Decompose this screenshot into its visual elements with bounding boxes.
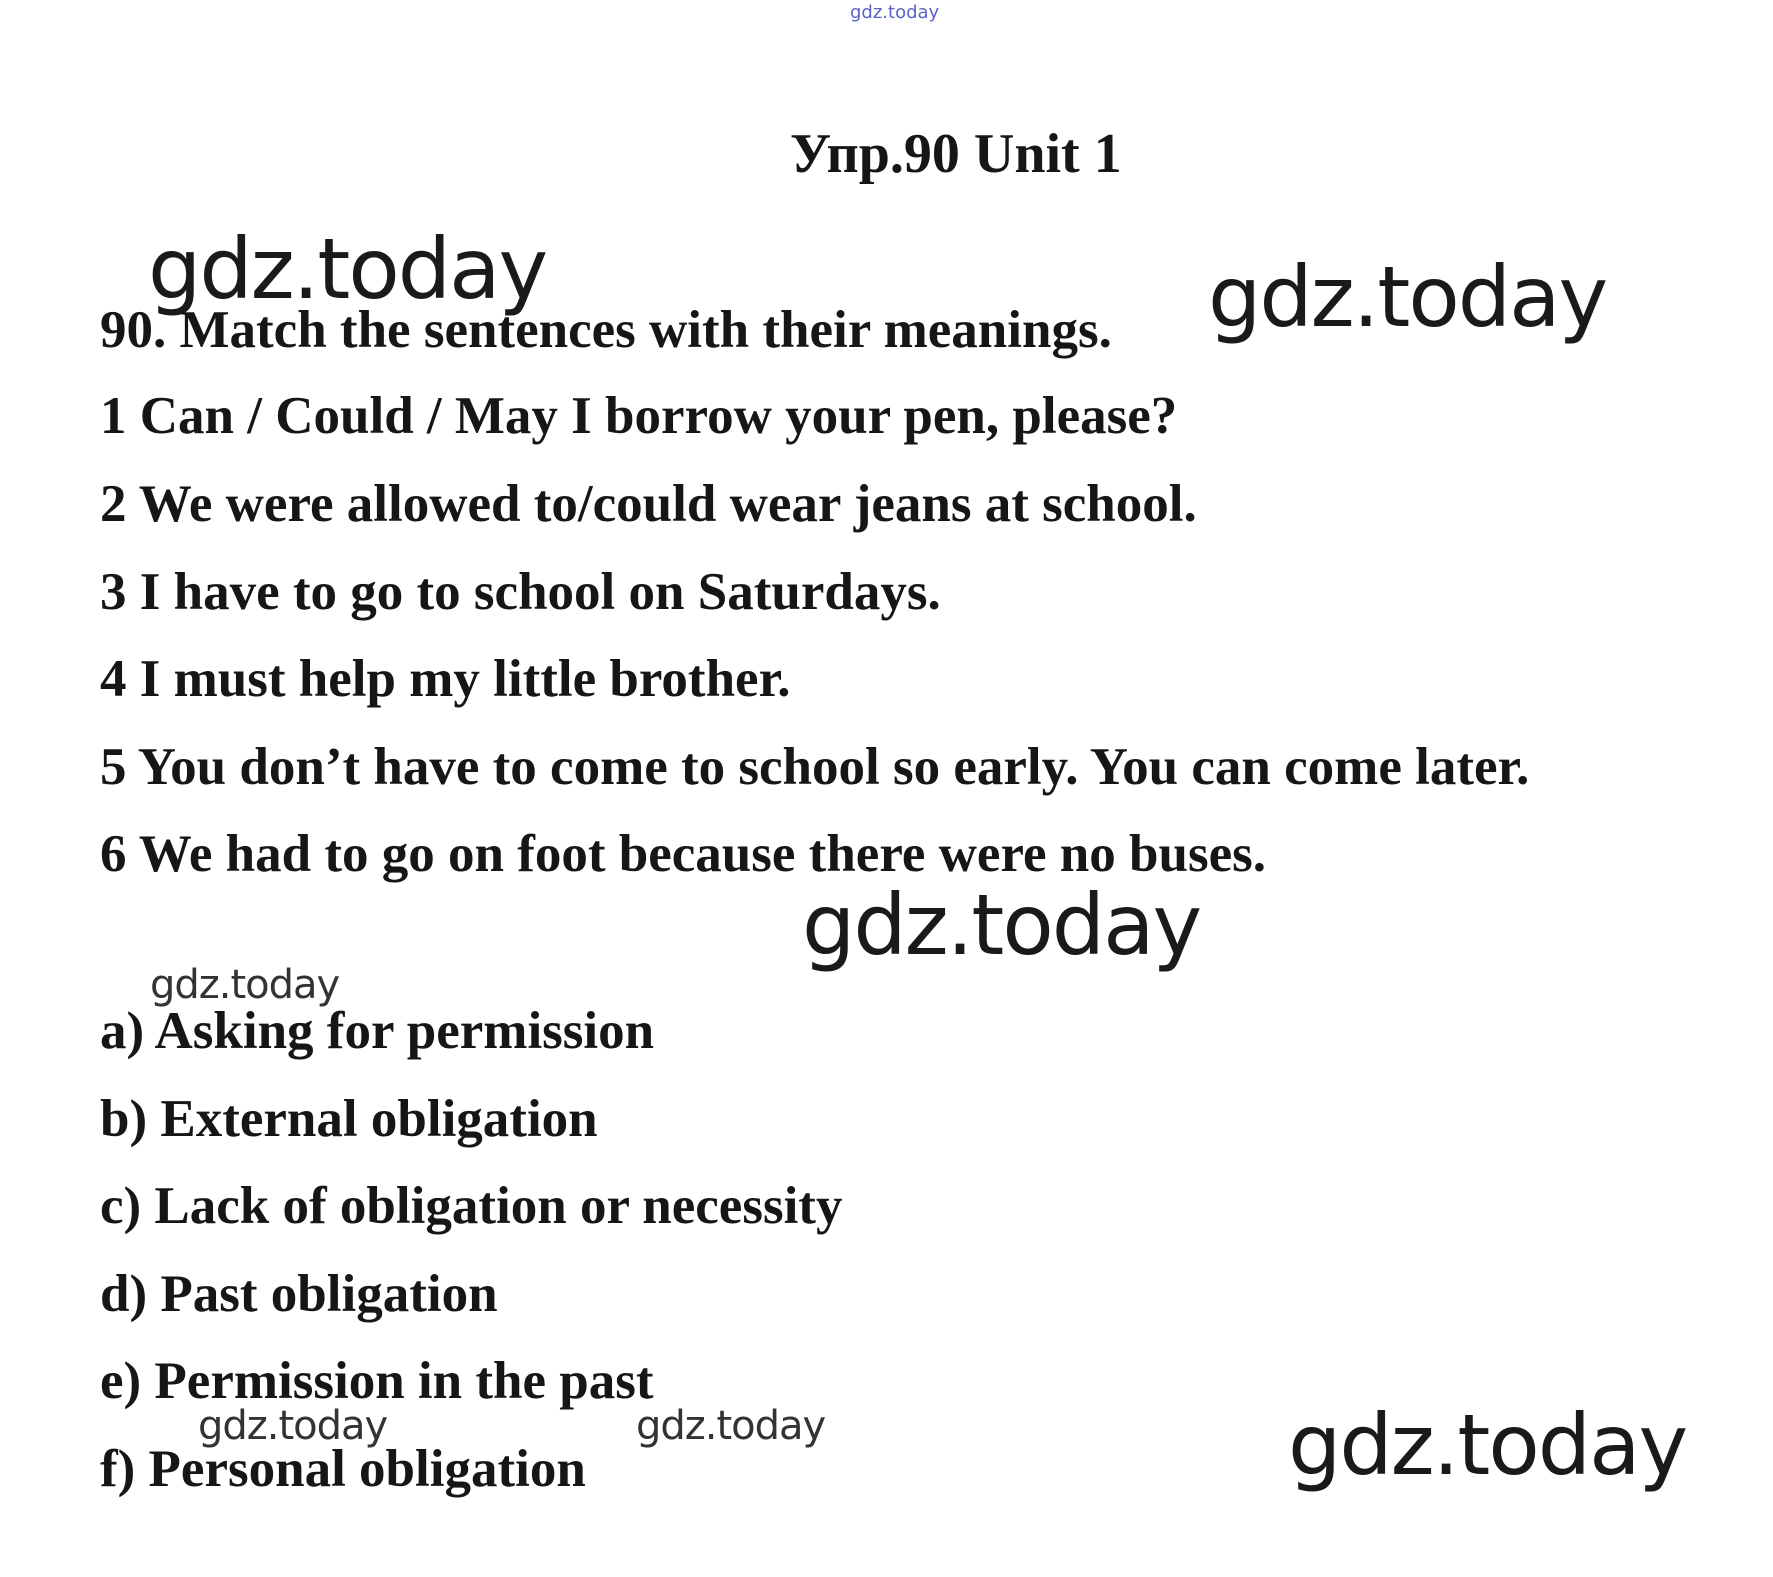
meaning-e: e) Permission in the past: [100, 1352, 654, 1410]
sentence-2: 2 We were allowed to/could wear jeans at school.: [100, 475, 1197, 533]
sentence-1: 1 Can / Could / May I borrow your pen, please?: [100, 387, 1178, 445]
sentence-5: 5 You don’t have to come to school so early. You can come later.: [100, 738, 1530, 796]
exercise-instruction: 90. Match the sentences with their meanings.: [100, 301, 1112, 359]
watermark-7: gdz.today: [1288, 1396, 1687, 1494]
sentence-6: 6 We had to go on foot because there were no buses.: [100, 825, 1266, 883]
watermark-2: gdz.today: [1208, 248, 1607, 346]
meaning-d: d) Past obligation: [100, 1265, 498, 1323]
page-title: Упр.90 Unit 1: [790, 123, 1122, 185]
watermark-top: gdz.today: [850, 2, 940, 23]
watermark-6: gdz.today: [636, 1403, 826, 1449]
watermark-4: gdz.today: [150, 962, 340, 1008]
watermark-5: gdz.today: [198, 1403, 388, 1449]
watermark-3: gdz.today: [802, 876, 1201, 974]
watermark-1: gdz.today: [148, 220, 547, 318]
sentence-4: 4 I must help my little brother.: [100, 650, 791, 708]
sentence-3: 3 I have to go to school on Saturdays.: [100, 563, 941, 621]
meaning-b: b) External obligation: [100, 1090, 598, 1148]
meaning-a: a) Asking for permission: [100, 1002, 655, 1060]
meaning-f: f) Personal obligation: [100, 1440, 586, 1498]
meaning-c: c) Lack of obligation or necessity: [100, 1177, 843, 1235]
